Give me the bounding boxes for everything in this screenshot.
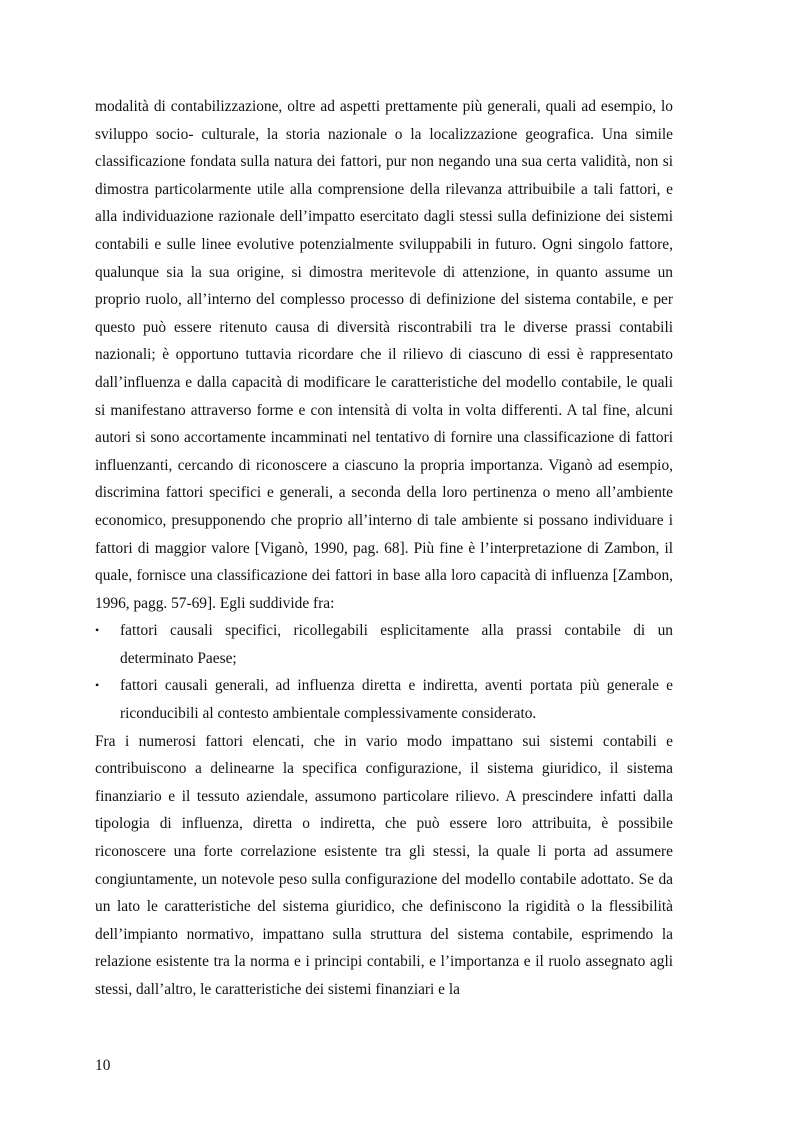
- list-item-text: fattori causali specifici, ricollegabili esplicitamente alla prassi contabile di un determinato Paese;: [120, 622, 673, 667]
- bullet-list: [95, 617, 673, 727]
- list-item-text: fattori causali generali, ad influenza diretta e indiretta, aventi portata più generale e riconducibili al contesto ambientale complessivamente considerato.: [120, 677, 673, 723]
- page-body: [95, 93, 673, 1004]
- bullet-icon: •: [95, 678, 100, 693]
- page-number: 10: [95, 1057, 111, 1074]
- body-paragraph: Fra i numerosi fattori elencati, che in vario modo impattano sui sistemi contabili e contribuiscono a delinearne la specifica configurazione, il sistema giuridico, il sistema finanziario e il tessuto aziendale, assumono particolare rilievo. A prescindere infatti dalla tipologia di influenza, diretta o indiretta, che può essere loro attribuita, è possibile riconoscere una forte correlazione esistente tra gli stessi, la quale li porta ad assumere congiuntamente, un notevole peso sulla configurazione del modello contabile adottato. Se da un lato le caratteristiche del sistema giuridico, che definiscono la rigidità o la flessibilità dell’impianto normativo, impattano sulla struttura del sistema contabile, esprimendo la relazione esistente tra la norma e i principi contabili, e l’importanza e il ruolo assegnato agli stessi, dall’altro, le caratteristiche dei sistemi finanziari e la: [95, 732, 673, 998]
- body-paragraph: modalità di contabilizzazione, oltre ad aspetti prettamente più generali, quali ad esempio, lo sviluppo socio- culturale, la storia nazionale o la localizzazione geografica. Una simile classificazione fondata sulla natura dei fattori, pur non negando una sua certa validità, non si dimostra particolarmente utile alla comprensione della rilevanza attribuibile a tali fattori, e alla individuazione razionale dell’impatto esercitato dagli stessi sulla definizione dei sistemi contabili e sulle linee evolutive potenzialmente sviluppabili in futuro. Ogni singolo fattore, qualunque sia la sua origine, si dimostra meritevole di attenzione, in quanto assume un proprio ruolo, all’interno del complesso processo di definizione del sistema contabile, e per questo può essere ritenuto causa di diversità riscontrabili tra le diverse prassi contabili nazionali; è opportuno tuttavia ricordare che il rilievo di ciascuno di essi è rappresentato dall’influenza e dalla capacità di modificare le caratteristiche del modello contabile, le quali si manifestano attraverso forme e con intensità di volta in volta differenti. A tal fine, alcuni autori si sono accortamente incamminati nel tentativo di fornire una classificazione di fattori influenzanti, cercando di riconoscere a ciascuno la propria importanza. Viganò ad esempio, discrimina fattori specifici e generali, a seconda della loro pertinenza o meno all’ambiente economico, presupponendo che proprio all’interno di tale ambiente si possano individuare i fattori di maggior valore [Viganò, 1990, pag. 68]. Più fine è l’interpretazione di Zambon, il quale, fornisce una classificazione dei fattori in base alla loro capacità di influenza [Zambon, 1996, pagg. 57-69]. Egli suddivide fra:: [95, 98, 673, 612]
- list-item: [95, 617, 673, 672]
- bullet-icon: •: [95, 623, 100, 638]
- list-item: [95, 672, 673, 727]
